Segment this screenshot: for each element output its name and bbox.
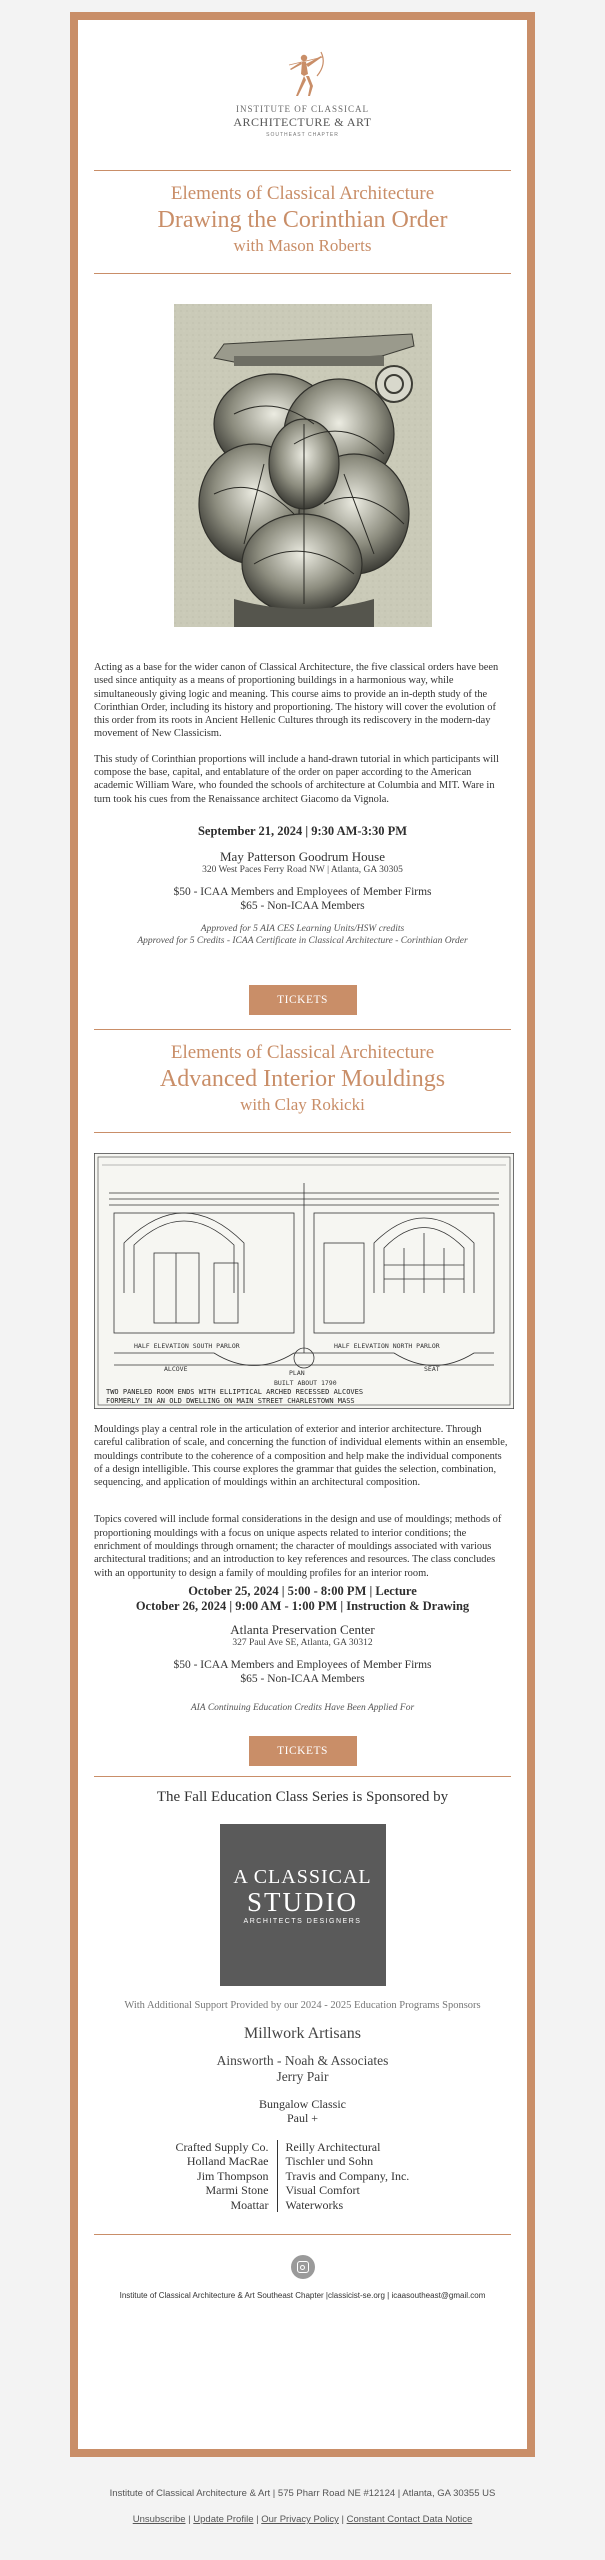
sponsors-heading: The Fall Education Class Series is Sponsored by — [156, 1788, 449, 1805]
sponsor-tier2a: Ainsworth - Noah & Associates — [216, 2052, 389, 2068]
event2-venue: Atlanta Preservation Center — [230, 1621, 375, 1637]
drawing-label-alcove: ALCOVE — [164, 1364, 188, 1373]
drawing-label-seat: SEAT — [424, 1364, 440, 1373]
update-profile-link[interactable]: Update Profile — [193, 2514, 254, 2525]
outer-footer-address: Institute of Classical Architecture & Art | 575 Pharr Road NE #12124 | Atlanta, GA 30355 US — [109, 2488, 496, 2499]
event2-paragraph1: Mouldings play a central role in the articulation of exterior and interior architecture. Through careful calibration of scale, and concerning the function of individual elements within an ensemble, mouldings contribute to the coherence of a composition and help make the individual components of a design intelligible. This course explores the grammar that guides the selection, combination, sequencing, and application of mouldings within an architectural composition. — [94, 1423, 508, 1489]
event2-title: Advanced Interior Mouldings — [159, 1065, 446, 1092]
drawing-label-north: HALF ELEVATION NORTH PARLOR — [334, 1341, 440, 1350]
event1-eyebrow: Elements of Classical Architecture — [170, 183, 435, 204]
event1-credit1: Approved for 5 AIA CES Learning Units/HSW credits — [200, 923, 405, 934]
event2-credit: AIA Continuing Education Credits Have Been Applied For — [190, 1702, 415, 1713]
logo-studio-line3: ARCHITECTS DESIGNERS — [243, 1917, 362, 1925]
event1-price-nonmembers: $65 - Non-ICAA Members — [240, 899, 365, 912]
event2-date-instruction: October 26, 2024 | 9:00 AM - 1:00 PM | Instruction & Drawing — [135, 1598, 470, 1613]
sponsor-tier1: Millwork Artisans — [244, 2024, 361, 2042]
event1-venue: May Patterson Goodrum House — [219, 848, 385, 864]
additional-support-text: With Additional Support Provided by our 2024 - 2025 Education Programs Sponsors — [124, 1999, 481, 2011]
chapter-logo[interactable] — [94, 20, 511, 170]
sponsor-columns — [94, 2140, 511, 2213]
instagram-icon[interactable] — [291, 2255, 315, 2279]
event1-price-members: $50 - ICAA Members and Employees of Member Firms — [173, 885, 432, 898]
sponsor-left-item: Holland MacRae — [186, 2154, 269, 2169]
unsubscribe-link[interactable]: Unsubscribe — [132, 2514, 186, 2525]
corinthian-capital-image — [174, 304, 432, 627]
outer-footer-links: Unsubscribe | Update Profile | Our Privacy Policy | Constant Contact Data Notice — [132, 2514, 473, 2525]
sponsor-column-right — [278, 2140, 438, 2213]
sponsor-column-left — [168, 2140, 278, 2213]
event2-price-nonmembers: $65 - Non-ICAA Members — [240, 1672, 365, 1685]
drawing-caption-line1: TWO PANELED ROOM ENDS WITH ELLIPTICAL ARCHED RECESSED ALCOVES — [106, 1387, 364, 1396]
sponsor-right-item: Waterworks — [285, 2197, 344, 2212]
privacy-policy-link[interactable]: Our Privacy Policy — [261, 2514, 339, 2525]
event2-price-members: $50 - ICAA Members and Employees of Member Firms — [173, 1658, 432, 1671]
sponsor-right-item: Tischler und Sohn — [285, 2154, 374, 2169]
event1-header — [94, 171, 511, 273]
event1-paragraph1: Acting as a base for the wider canon of Classical Architecture, the five classical orders have been used since antiquity as a means of proportioning buildings in a harmonious way, while simultaneously giving logic and meaning. This course aims to provide an in-depth study of the Corinthian Order, including its history and proportioning. The history will cover the evolution of this order from its roots in Ancient Hellenic Cultures through its rediscovery in the modern-day movement of New Classicism. — [94, 662, 499, 740]
sponsor-right-item: Travis and Company, Inc. — [285, 2168, 410, 2183]
a-classical-studio-logo[interactable] — [220, 1824, 386, 1986]
sponsor-right-item: Reilly Architectural — [285, 2139, 381, 2154]
event2-paragraph2: Topics covered will include formal considerations in the design and use of mouldings; methods of proportioning mouldings with a focus on unique aspects related to interior conditions; the enrichment of mouldings through ornament; the character of mouldings associated with various architectural traditions; and an introduction to key references and resources. The class concludes with an opportunity to design a family of moulding profiles for an interior room. — [94, 1514, 502, 1579]
event2-address: 327 Paul Ave SE, Atlanta, GA 30312 — [232, 1637, 373, 1648]
logo-line1: INSTITUTE OF CLASSICAL — [235, 104, 369, 114]
sponsor-left-item: Marmi Stone — [205, 2183, 269, 2198]
event1-tickets-button[interactable]: TICKETS — [249, 985, 357, 1015]
event1-title: Drawing the Corinthian Order — [157, 207, 448, 233]
drawing-label-built: BUILT ABOUT 1790 — [274, 1378, 337, 1387]
sponsor-tier3b: Paul + — [286, 2111, 319, 2126]
event1-date: September 21, 2024 | 9:30 AM-3:30 PM — [197, 823, 408, 838]
sponsor-tier3a: Bungalow Classic — [259, 2096, 346, 2111]
event2-date-lecture: October 25, 2024 | 5:00 - 8:00 PM | Lecture — [188, 1583, 417, 1598]
inner-footer-text: Institute of Classical Architecture & Art Southeast Chapter |classicist-se.org | icaasoutheast@gmail.com — [119, 2291, 486, 2301]
logo-studio-line2: STUDIO — [247, 1886, 358, 1917]
drawing-caption-line2: FORMERLY IN AN OLD DWELLING ON MAIN STREET CHARLESTOWN MASS — [106, 1396, 355, 1405]
event1-instructor: with Mason Roberts — [233, 236, 372, 255]
data-notice-link[interactable]: Constant Contact Data Notice — [346, 2514, 473, 2525]
logo-line2: ARCHITECTURE & ART — [233, 115, 372, 129]
drawing-label-plan: PLAN — [289, 1368, 305, 1377]
event1-address: 320 West Paces Ferry Road NW | Atlanta, GA 30305 — [202, 864, 403, 875]
event2-tickets-button[interactable]: TICKETS — [249, 1736, 357, 1766]
sponsor-right-item: Visual Comfort — [285, 2183, 360, 2198]
email-card — [70, 12, 535, 2457]
sponsor-left-item: Moattar — [230, 2197, 269, 2212]
event1-credit2: Approved for 5 Credits - ICAA Certificate in Classical Architecture - Corinthian Order — [137, 935, 468, 946]
interior-mouldings-drawing — [94, 1153, 514, 1409]
logo-line3: SOUTHEAST CHAPTER — [266, 132, 339, 138]
event2-eyebrow: Elements of Classical Architecture — [170, 1041, 435, 1063]
event2-header — [94, 1030, 511, 1132]
event1-paragraph2: This study of Corinthian proportions will include a hand-drawn tutorial in which participants will compose the base, capital, and entablature of the order on paper according to the American academic William Ware, who founded the schools of architecture at Columbia and MIT. Ware in turn took his cues from the Renaissance architect Giacomo da Vignola. — [94, 753, 499, 805]
sponsor-left-item: Jim Thompson — [197, 2168, 269, 2183]
drawing-label-south: HALF ELEVATION SOUTH PARLOR — [134, 1341, 240, 1350]
sponsor-left-item: Crafted Supply Co. — [175, 2139, 269, 2154]
event2-instructor: with Clay Rokicki — [240, 1094, 365, 1114]
logo-studio-line1: A CLASSICAL — [233, 1865, 372, 1888]
sponsor-tier2b: Jerry Pair — [276, 2068, 329, 2084]
archer-logo-icon — [277, 50, 329, 100]
